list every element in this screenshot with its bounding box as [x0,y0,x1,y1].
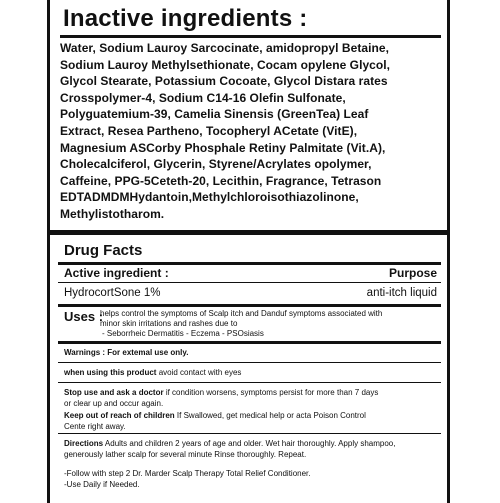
keep-out-text [64,410,437,432]
ingredient-line: Polyguatemium-39, Camelia Sinensis (GreenTea) Leaf [60,107,369,122]
ingredient-line: Water, Sodium Lauroy Sarcocinate, amidopropyl Betaine, [60,41,389,55]
divider [58,433,441,434]
keep-out-value-cont: Cente right away. [64,422,126,431]
drug-facts-title: Drug Facts [64,242,143,259]
ingredient-line: Caffeine, PPG-5Ceteth-20, Lecithin, Fragrance, Tetrason [60,173,382,188]
follow-text: -Follow with step 2 Dr. Marder Scalp Therapy Total Relief Conditioner. [64,469,311,478]
active-ingredient-label: Active ingredient : [64,266,169,280]
ingredient-line: Methylistotharom. [60,206,165,221]
daily-text: -Use Daily if Needed. [64,480,140,489]
keep-out-value: If Swallowed, get medical help or acta Poison Control [176,411,366,420]
stop-use-value-cont: or clear up and occur again. [64,399,164,408]
ingredient-line: Magnesium ASCorby Phosphale Retiny Palmitate (Vit.A), [60,140,386,155]
stop-use-label: Stop use and ask a doctor [64,388,164,397]
directions-text [64,438,437,490]
inactive-ingredients-panel [47,0,450,233]
inactive-ingredients-list [60,40,443,223]
ingredient-line: Extract, Resea Partheno, Tocopheryl ACetate (VitE), [60,123,358,138]
divider [58,282,441,283]
warnings-label: Warnings : For extemal use only. [64,348,189,357]
uses-label: Uses : [64,309,104,324]
divider [58,382,441,383]
stop-use-value: if condition worsens, symptoms persist for more than 7 days [165,388,379,397]
divider [58,262,441,265]
directions-value-cont: generously lather scalp for several minute Rinse thoroughly. Repeat. [64,450,307,459]
when-using-text [64,367,437,378]
uses-text [100,309,435,339]
ingredient-line: EDTADMDMHydantoin,Methylchloroisothiazolinone, [60,190,359,205]
ingredient-line: Glycol Stearate, Potassium Cocoate, Glycol Distara rates [60,74,388,89]
when-using-value: avoid contact with eyes [158,368,242,377]
title-rule [60,35,441,38]
directions-value: Adults and children 2 years of age and older. Wet hair thoroughly. Apply shampoo, [104,439,396,448]
purpose-value: anti-itch liquid [366,287,437,299]
ingredient-line: Cholecalciferol, Glycerin, Styrene/Acrylates opolymer, [60,157,372,172]
stop-use-text [64,387,437,409]
keep-out-label: Keep out of reach of children [64,411,175,420]
warnings-text [64,347,437,358]
ingredient-line: Sodium Lauroy Methylsethionate, Cocam opylene Glycol, [60,57,391,72]
inactive-ingredients-title: Inactive ingredients : [63,5,308,32]
divider [58,341,441,344]
divider [58,362,441,363]
active-ingredient-value: HydrocortSone 1% [64,287,161,299]
uses-line: - Seborrheic Dermatitis - Eczema - PSOsiasis [102,329,264,338]
when-using-label: when using this product [64,368,157,377]
uses-line: minor skin irritations and rashes due to [100,319,238,328]
divider [58,304,441,307]
directions-label: Directions [64,439,104,448]
ingredient-line: Crosspolymer-4, Sodium C14-16 Olefin Sulfonate, [60,90,346,105]
drug-facts-panel [47,232,450,503]
uses-line: helps control the symptoms of Scalp itch and Danduf symptoms associated with [100,309,383,318]
purpose-label: Purpose [388,266,437,280]
